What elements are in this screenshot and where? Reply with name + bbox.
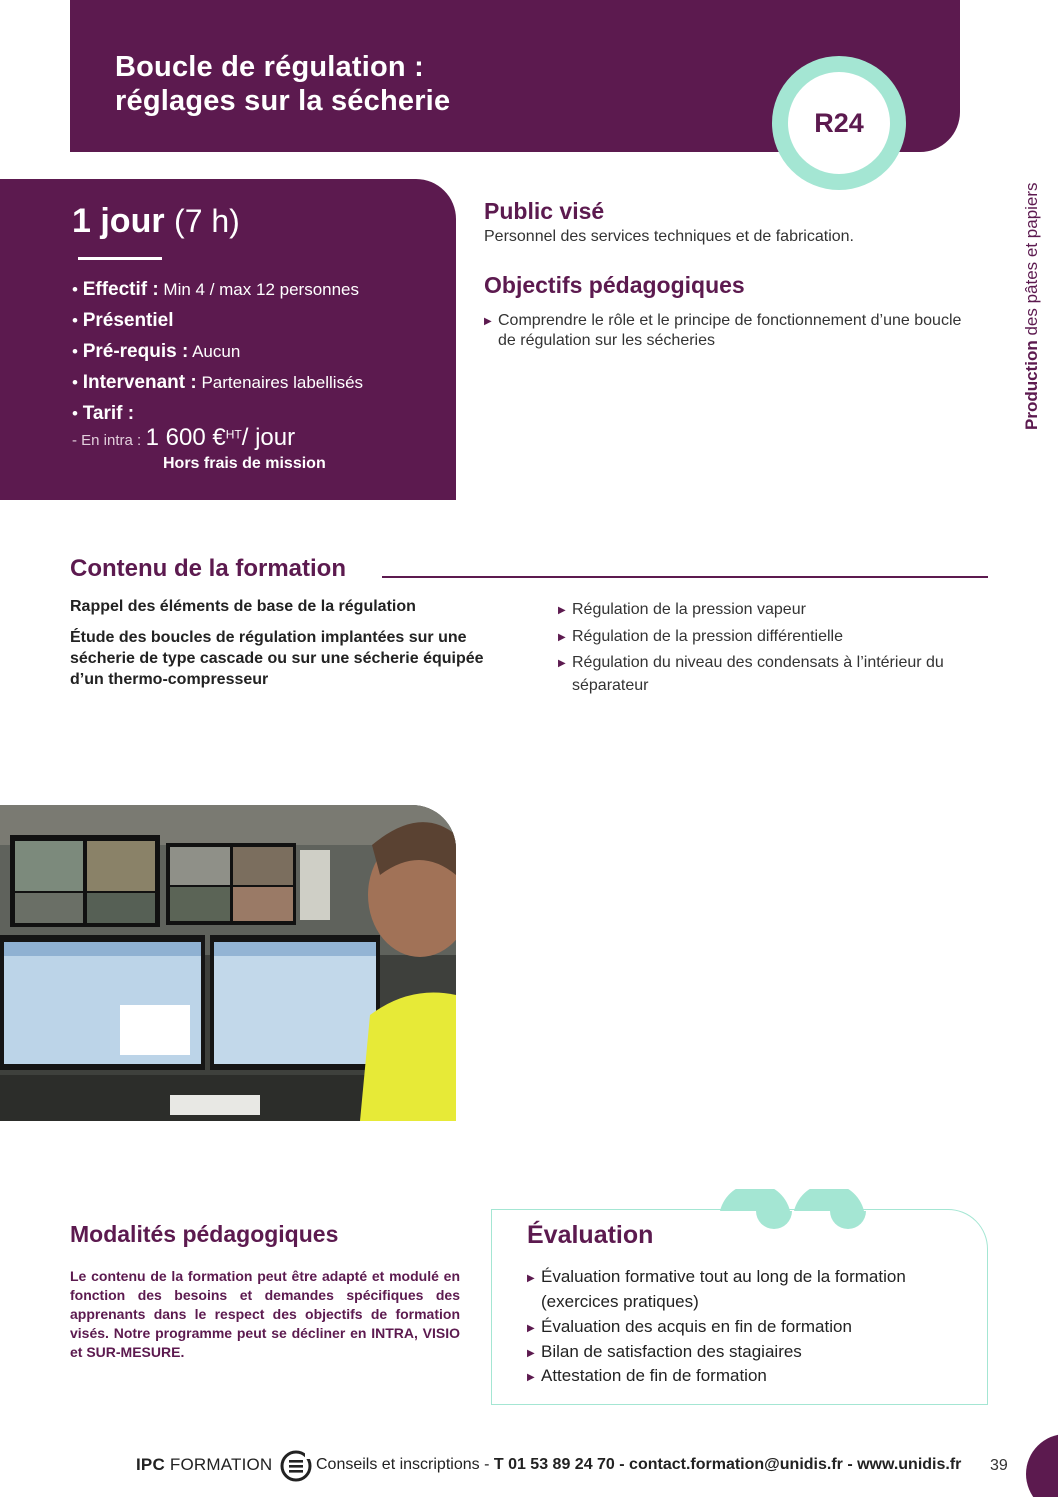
public-title: Public visé [484, 198, 605, 224]
side-label-bold: Production [1022, 340, 1041, 430]
title-line-1: Boucle de régulation : [115, 51, 424, 83]
intra-label: - En intra : [72, 432, 142, 449]
triangle-bullet-icon: ▶ [527, 1348, 535, 1359]
triangle-bullet-icon: ▶ [558, 658, 566, 669]
price-unit: / jour [241, 424, 296, 451]
content-right-text: Régulation de la pression différentielle [572, 628, 843, 645]
duration-bold: 1 jour [72, 202, 165, 240]
info-value: Aucun [188, 342, 241, 361]
content-right-item [558, 625, 998, 648]
modalities-title: Modalités pédagogiques [70, 1221, 339, 1247]
info-list [72, 277, 363, 432]
duration-underline [78, 257, 162, 260]
section-side-label [1022, 140, 1042, 430]
price-note: Hors frais de mission [163, 455, 326, 472]
info-item-prerequis: • Pré-requis : Aucun [72, 341, 241, 362]
footer-contact [316, 1456, 961, 1474]
corner-decoration [1026, 1434, 1058, 1497]
evaluation-item [527, 1314, 977, 1339]
wave-decoration-icon [718, 1189, 873, 1229]
footer-brand [136, 1455, 272, 1475]
triangle-bullet-icon: ▶ [527, 1273, 535, 1284]
objectives-title: Objectifs pédagogiques [484, 272, 745, 298]
evaluation-title: Évaluation [527, 1221, 654, 1249]
evaluation-text: Évaluation formative tout au long de la formation (exercices pratiques) [541, 1267, 906, 1311]
content-right-text: Régulation de la pression vapeur [572, 601, 806, 618]
info-item-effectif: • Effectif : Min 4 / max 12 personnes [72, 279, 360, 300]
public-text: Personnel des services techniques et de fabrication. [484, 228, 854, 245]
price-value: 1 600 € [145, 424, 226, 451]
brand-rest: FORMATION [164, 1455, 273, 1474]
content-left-item: Étude des boucles de régulation implantées sur une sécherie de type cascade ou sur une sécherie équipée d’un thermo-compresseur [70, 629, 484, 688]
info-item-tarif: • Tarif : [72, 403, 135, 424]
page-number: 39 [990, 1457, 1008, 1474]
objective-text: Comprendre le rôle et le principe de fonctionnement d’une boucle de régulation sur les sécheries [498, 312, 962, 349]
triangle-bullet-icon: ▶ [558, 632, 566, 643]
control-room-photo [0, 805, 456, 1121]
content-right-item [558, 651, 988, 697]
evaluation-item [527, 1363, 977, 1388]
content-right-text: Régulation du niveau des condensats à l’intérieur du séparateur [572, 654, 944, 694]
photo-illustration [0, 805, 456, 1121]
contact-details[interactable]: T 01 53 89 24 70 - contact.formation@unidis.fr - www.unidis.fr [493, 1456, 962, 1473]
triangle-bullet-icon: ▶ [527, 1372, 535, 1383]
content-title: Contenu de la formation [70, 555, 346, 582]
info-value: Partenaires labellisés [196, 373, 364, 392]
info-item-presentiel: • Présentiel [72, 310, 174, 331]
page-title [115, 50, 450, 118]
evaluation-text: Attestation de fin de formation [541, 1366, 767, 1385]
course-code: R24 [814, 108, 864, 138]
info-label: Présentiel [82, 310, 174, 331]
info-label: Pré-requis : [82, 341, 189, 362]
duration-light: (7 h) [174, 203, 240, 239]
evaluation-text: Évaluation des acquis en fin de formation [541, 1317, 852, 1336]
price-sup: HT [225, 427, 242, 442]
side-label-rest: des pâtes et papiers [1022, 182, 1041, 341]
modalities-text: Le contenu de la formation peut être adapté et modulé en fonction des besoins et demandes spécifiques des apprenants dans le respect des objectifs de formation visés. Notre programme peut se décliner en INTRA, VISIO et SUR-MESURE. [70, 1268, 460, 1360]
triangle-bullet-icon: ▶ [558, 605, 566, 616]
triangle-bullet-icon: ▶ [527, 1323, 535, 1334]
info-label: Tarif : [82, 403, 135, 424]
evaluation-item [527, 1339, 977, 1364]
info-label: Effectif : [82, 279, 159, 300]
brand-bold: IPC [136, 1455, 165, 1474]
evaluation-item [527, 1264, 967, 1314]
unidis-logo-icon [279, 1449, 313, 1483]
info-label: Intervenant : [82, 372, 197, 393]
content-divider [382, 576, 988, 578]
evaluation-text: Bilan de satisfaction des stagiaires [541, 1342, 802, 1361]
title-line-2: réglages sur la sécherie [115, 85, 451, 117]
info-item-intervenant: • Intervenant : Partenaires labellisés [72, 372, 364, 393]
content-left-item: Rappel des éléments de base de la régulation [70, 598, 416, 615]
price-line [72, 424, 295, 452]
contact-prefix: Conseils et inscriptions - [316, 1456, 494, 1473]
duration [72, 202, 240, 241]
triangle-bullet-icon: ▶ [484, 316, 492, 327]
content-right-item [558, 598, 998, 621]
objective-item [484, 311, 964, 351]
info-value: Min 4 / max 12 personnes [158, 280, 360, 299]
